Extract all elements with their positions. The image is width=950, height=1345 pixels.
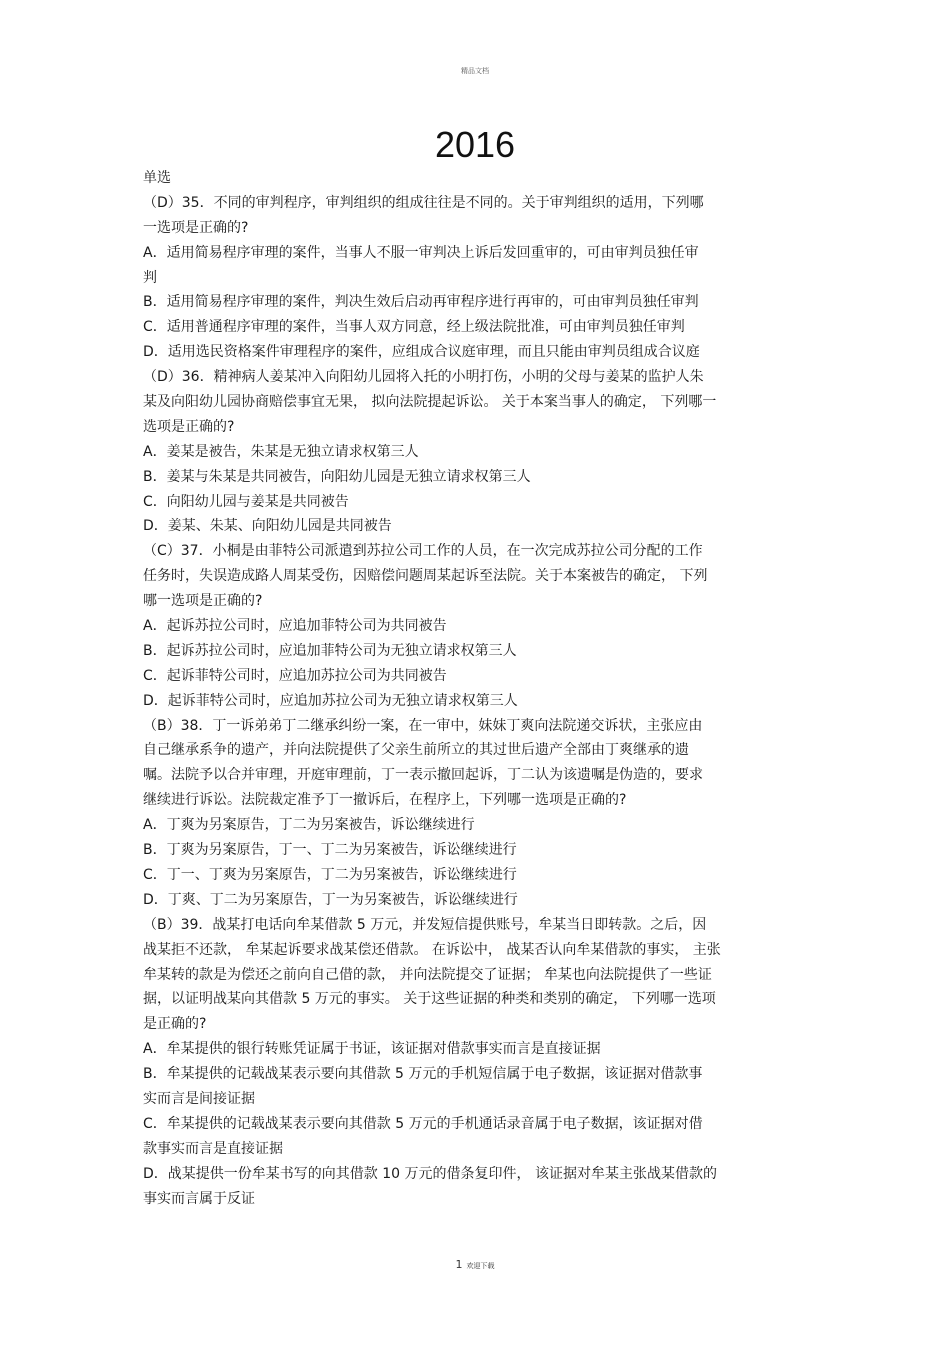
text-line: （B）39．战某打电话向牟某借款 5 万元，并发短信提供账号，牟某当日即转款。之后，因 (143, 916, 707, 933)
text-line: 哪一选项是正确的? (143, 593, 263, 610)
text-line: 某及向阳幼儿园协商赔偿事宜无果， 拟向法院提起诉讼。 关于本案当事人的确定， 下列哪一 (143, 394, 717, 411)
text-line: 实而言是间接证据 (143, 1090, 255, 1107)
text-line: 任务时，失误造成路人周某受伤，因赔偿问题周某起诉至法院。关于本案被告的确定， 下列 (143, 568, 708, 585)
text-line: 牟某转的款是为偿还之前向自己借的款， 并向法院提交了证据； 牟某也向法院提供了一些证 (143, 966, 712, 983)
text-line: 继续进行诉讼。法院裁定准予丁一撤诉后，在程序上，下列哪一选项是正确的? (143, 792, 627, 809)
text-line: D．战某提供一份牟某书写的向其借款 10 万元的借条复印件， 该证据对牟某主张战某借款的 (143, 1165, 717, 1182)
text-line: B．起诉苏拉公司时，应追加菲特公司为无独立请求权第三人 (143, 642, 517, 659)
text-line: 款事实而言是直接证据 (143, 1140, 283, 1157)
text-line: （B）38．丁一诉弟弟丁二继承纠纷一案，在一审中，妹妹丁爽向法院递交诉状，主张应由 (143, 717, 703, 734)
text-line: C．向阳幼儿园与姜某是共同被告 (143, 493, 349, 510)
text-line: D．丁爽、丁二为另案原告，丁一为另案被告，诉讼继续进行 (143, 891, 518, 908)
text-line: B．姜某与朱某是共同被告，向阳幼儿园是无独立请求权第三人 (143, 468, 531, 485)
text-line: （D）35．不同的审判程序，审判组织的组成往往是不同的。关于审判组织的适用，下列哪 (143, 194, 704, 211)
text-line: B．适用简易程序审理的案件，判决生效后启动再审程序进行再审的，可由审判员独任审判 (143, 294, 699, 311)
text-line: （D）36．精神病人姜某冲入向阳幼儿园将入托的小明打伤，小明的父母与姜某的监护人朱 (143, 369, 704, 386)
text-line: D．姜某、朱某、向阳幼儿园是共同被告 (143, 518, 392, 535)
text-line: A．姜某是被告，朱某是无独立请求权第三人 (143, 443, 419, 460)
text-line: D．起诉菲特公司时，应追加苏拉公司为无独立请求权第三人 (143, 692, 518, 709)
text-line: A．起诉苏拉公司时，应追加菲特公司为共同被告 (143, 618, 447, 635)
text-line: （C）37．小桐是由菲特公司派遣到苏拉公司工作的人员，在一次完成苏拉公司分配的工作 (143, 543, 703, 560)
text-line: B．牟某提供的记载战某表示要向其借款 5 万元的手机短信属于电子数据，该证据对借款事 (143, 1066, 703, 1083)
page-number: 1 (455, 1258, 463, 1271)
text-line: D．适用选民资格案件审理程序的案件，应组成合议庭审理，而且只能由审判员组成合议庭 (143, 344, 700, 361)
text-line: 事实而言属于反证 (143, 1190, 255, 1207)
text-line: 自己继承系争的遗产，并向法院提供了父亲生前所立的其过世后遗产全部由丁爽继承的遗 (143, 742, 689, 759)
page-title: 2016 (434, 124, 516, 165)
text-line: 判 (143, 269, 157, 286)
text-line: C．牟某提供的记载战某表示要向其借款 5 万元的手机通话录音属于电子数据，该证据对借 (143, 1115, 703, 1132)
footer-text: 欢迎下载 (466, 1262, 495, 1270)
text-line: 据，以证明战某向其借款 5 万元的事实。 关于这些证据的种类和类别的确定， 下列哪一选项 (143, 991, 716, 1008)
question-lines (143, 191, 808, 1212)
text-line: 嘱。法院予以合并审理，开庭审理前，丁一表示撤回起诉，丁二认为该遗嘱是伪造的，要求 (143, 767, 703, 784)
document-body (143, 166, 808, 1211)
text-line: A．牟某提供的银行转账凭证属于书证，该证据对借款事实而言是直接证据 (143, 1041, 601, 1058)
text-line: B．丁爽为另案原告，丁一、丁二为另案被告，诉讼继续进行 (143, 842, 517, 859)
text-line: A．丁爽为另案原告，丁二为另案被告，诉讼继续进行 (143, 817, 475, 834)
text-line: C．起诉菲特公司时，应追加苏拉公司为共同被告 (143, 667, 447, 684)
text-line: C．丁一、丁爽为另案原告，丁二为另案被告，诉讼继续进行 (143, 866, 517, 883)
text-line: C．适用普通程序审理的案件，当事人双方同意，经上级法院批准，可由审判员独任审判 (143, 319, 685, 336)
text-line: 是正确的? (143, 1016, 207, 1033)
text-line: 战某拒不还款， 牟某起诉要求战某偿还借款。 在诉讼中， 战某否认向牟某借款的事实， 主张 (143, 941, 721, 958)
page-footer (0, 1258, 950, 1271)
text-line: 一选项是正确的? (143, 219, 249, 236)
page-header: 精品文档 (461, 67, 489, 75)
text-line: A．适用简易程序审理的案件，当事人不服一审判决上诉后发回重审的，可由审判员独任审 (143, 244, 699, 261)
section-label: 单选 (143, 170, 171, 186)
text-line: 选项是正确的? (143, 418, 235, 435)
